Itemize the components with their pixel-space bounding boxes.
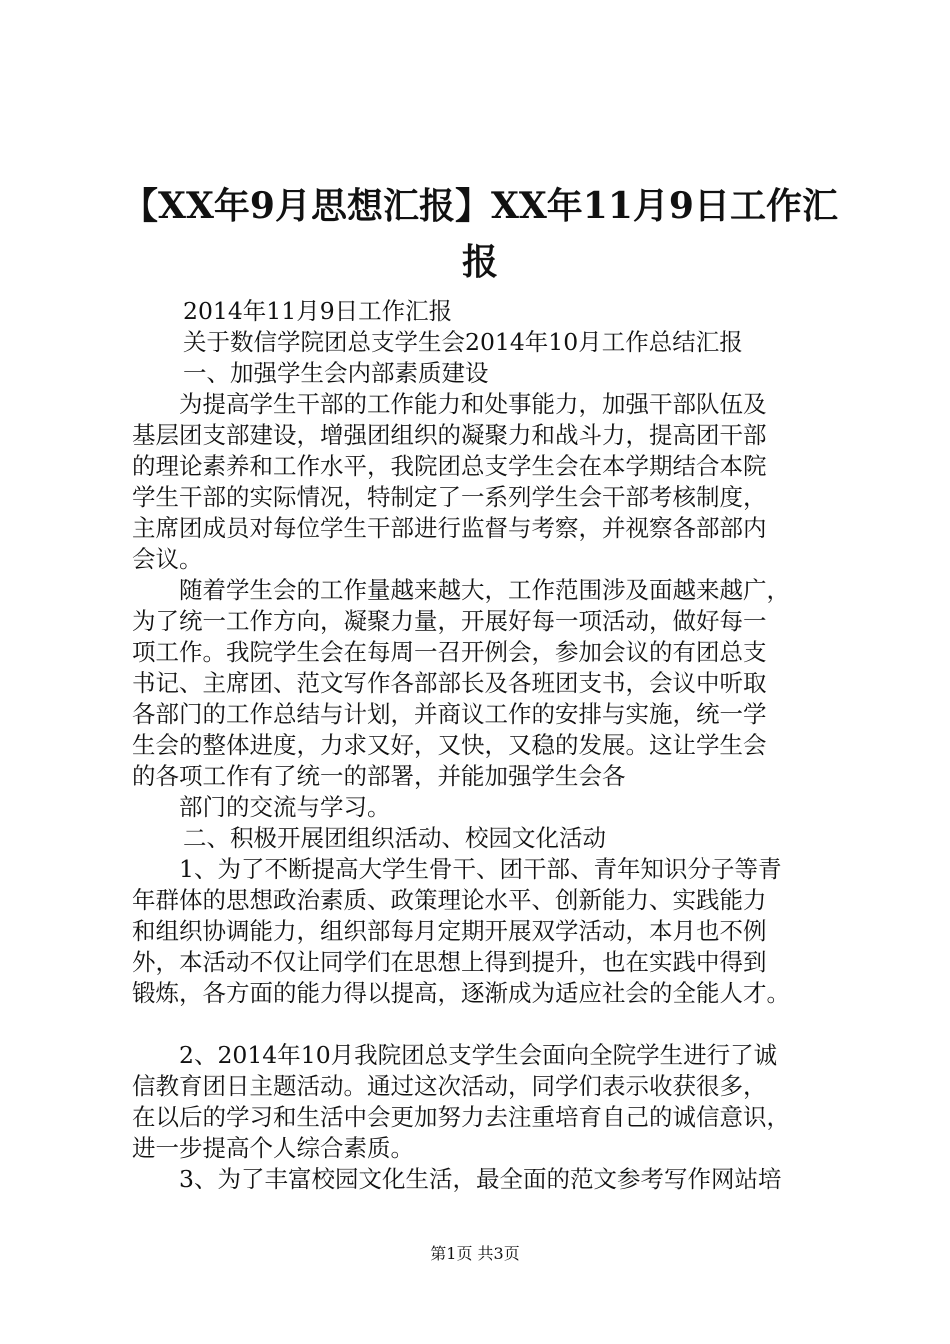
paragraph-line: 的各项工作有了统一的部署，并能加强学生会各 [132, 762, 626, 790]
paragraph-line: 生会的整体进度，力求又好，又快，又稳的发展。这让学生会 [132, 731, 767, 759]
section-heading-1: 一、加强学生会内部素质建设 [183, 359, 489, 387]
paragraph-line: 学生干部的实际情况，特制定了一系列学生会干部考核制度， [132, 483, 767, 511]
document-body [132, 296, 852, 1195]
paragraph-line: 1、为了不断提高大学生骨干、团干部、青年知识分子等青 [179, 855, 782, 883]
paragraph-line: 随着学生会的工作量越来越大，工作范围涉及面越来越广， [179, 576, 790, 604]
paragraph-line: 为提高学生干部的工作能力和处事能力，加强干部队伍及 [179, 390, 767, 418]
paragraph-line: 项工作。我院学生会在每周一召开例会，参加会议的有团总支 [132, 638, 767, 666]
title-line-2: 报 [461, 241, 498, 283]
paragraph-line: 进一步提高个人综合素质。 [132, 1134, 414, 1162]
paragraph-line: 为了统一工作方向，凝聚力量，开展好每一项活动，做好每一 [132, 607, 767, 635]
paragraph-line: 外，本活动不仅让同学们在思想上得到提升，也在实践中得到 [132, 948, 767, 976]
paragraph-line: 部门的交流与学习。 [179, 793, 391, 821]
subtitle-line: 2014年11月9日工作汇报 [183, 297, 453, 325]
blank-line [132, 1009, 852, 1040]
paragraph-line: 主席团成员对每位学生干部进行监督与考察，并视察各部部内 [132, 514, 767, 542]
paragraph-line: 基层团支部建设，增强团组织的凝聚力和战斗力，提高团干部 [132, 421, 767, 449]
paragraph-line: 2、2014年10月我院团总支学生会面向全院学生进行了诚 [179, 1041, 778, 1069]
paragraph-line: 和组织协调能力，组织部每月定期开展双学活动，本月也不例 [132, 917, 767, 945]
title-line-1: 【XX年9月思想汇报】XX年11月9日工作汇 [122, 185, 838, 227]
paragraph-line: 年群体的思想政治素质、政策理论水平、创新能力、实践能力 [132, 886, 767, 914]
paragraph-line: 信教育团日主题活动。通过这次活动，同学们表示收获很多， [132, 1072, 767, 1100]
paragraph-line: 在以后的学习和生活中会更加努力去注重培育自己的诚信意识， [132, 1103, 790, 1131]
paragraph-line: 3、为了丰富校园文化生活，最全面的范文参考写作网站培 [179, 1165, 782, 1193]
paragraph-line: 的理论素养和工作水平，我院团总支学生会在本学期结合本院 [132, 452, 767, 480]
paragraph-line: 锻炼，各方面的能力得以提高，逐渐成为适应社会的全能人才。 [132, 979, 790, 1007]
page-footer: 第1页 共3页 [430, 1244, 520, 1263]
paragraph-line: 会议。 [132, 545, 203, 573]
document-title [120, 178, 840, 290]
section-heading-2: 二、积极开展团组织活动、校园文化活动 [183, 824, 606, 852]
paragraph-line: 书记、主席团、范文写作各部部长及各班团支书，会议中听取 [132, 669, 767, 697]
paragraph-line: 各部门的工作总结与计划，并商议工作的安排与实施，统一学 [132, 700, 767, 728]
report-heading: 关于数信学院团总支学生会2014年10月工作总结汇报 [183, 328, 743, 356]
